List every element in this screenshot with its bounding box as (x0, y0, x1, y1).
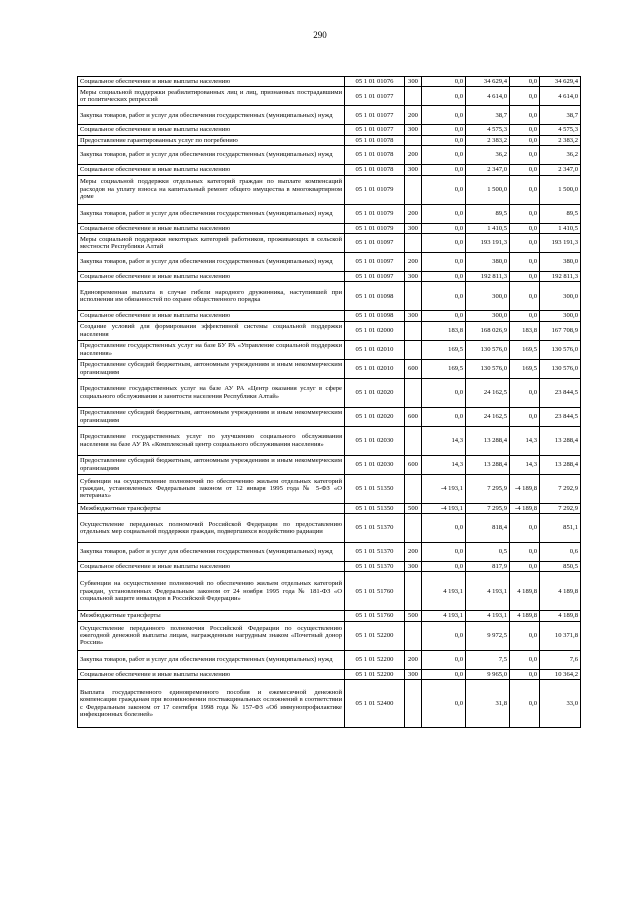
amount-total-2: 300,0 (540, 311, 581, 321)
table-row (78, 204, 581, 223)
table-row (78, 146, 581, 165)
amount-total-1: 380,0 (466, 252, 510, 271)
budget-code: 05 1 01 01078 (345, 146, 405, 165)
amount-total-2: 10 364,2 (540, 669, 581, 679)
budget-code: 05 1 01 01079 (345, 175, 405, 204)
amount-change-1: 0,0 (422, 223, 466, 233)
expense-type: 200 (405, 252, 422, 271)
amount-total-1: 1 500,0 (466, 175, 510, 204)
row-name: Социальное обеспечение и иные выплаты населению (78, 562, 345, 572)
table-row (78, 135, 581, 145)
amount-total-2: 850,5 (540, 562, 581, 572)
expense-type: 500 (405, 611, 422, 621)
amount-total-1: 130 576,0 (466, 340, 510, 359)
row-name: Межбюджетные трансферты (78, 611, 345, 621)
expense-type: 200 (405, 204, 422, 223)
budget-code: 05 1 01 02000 (345, 321, 405, 340)
amount-total-2: 10 371,8 (540, 621, 581, 650)
amount-total-1: 193 191,3 (466, 233, 510, 252)
amount-total-2: 193 191,3 (540, 233, 581, 252)
expense-type (405, 321, 422, 340)
expense-type (405, 282, 422, 311)
row-name: Меры социальной поддержки реабилитированных лиц и лиц, признанных пострадавшими от политических репрессий (78, 87, 345, 106)
amount-change-2: 0,0 (510, 175, 540, 204)
amount-change-1: 0,0 (422, 165, 466, 175)
amount-total-1: 9 965,0 (466, 669, 510, 679)
amount-change-1: 183,8 (422, 321, 466, 340)
expense-type: 300 (405, 223, 422, 233)
amount-total-1: 4 575,3 (466, 125, 510, 135)
amount-change-1: 0,0 (422, 543, 466, 562)
amount-change-2: 0,0 (510, 125, 540, 135)
row-name: Субвенции на осуществление полномочий по обеспечению жильем отдельных категорий граждан, установленных Федеральным законом от 12 января 1995 года № 5-ФЗ «О ветеранах» (78, 474, 345, 503)
amount-total-1: 4 193,1 (466, 611, 510, 621)
expense-type: 300 (405, 165, 422, 175)
amount-change-1: 4 193,1 (422, 572, 466, 611)
row-name: Выплата государственного единовременного пособия и ежемесячной денежной компенсации гражданам при возникновении поствакцинальных осложнений в соответствии с Федеральным законом от 17 сентября 1998 года № 157-ФЗ «Об иммунопрофилактике инфекционных болезней» (78, 680, 345, 728)
amount-total-1: 817,9 (466, 562, 510, 572)
budget-code: 05 1 01 52200 (345, 669, 405, 679)
row-name: Предоставление государственных услуг на базе БУ РА «Управление социальной поддержки населения» (78, 340, 345, 359)
amount-total-2: 13 288,4 (540, 426, 581, 455)
table-row (78, 650, 581, 669)
expense-type: 300 (405, 311, 422, 321)
amount-total-2: 167 708,9 (540, 321, 581, 340)
row-name: Социальное обеспечение и иные выплаты населению (78, 669, 345, 679)
amount-change-2: -4 189,8 (510, 474, 540, 503)
amount-change-2: 0,0 (510, 233, 540, 252)
budget-code: 05 1 01 51370 (345, 514, 405, 543)
amount-change-1: 14,3 (422, 426, 466, 455)
table-row (78, 223, 581, 233)
budget-code: 05 1 01 51370 (345, 543, 405, 562)
amount-total-2: 192 811,3 (540, 271, 581, 281)
amount-change-1: 0,0 (422, 252, 466, 271)
table-row (78, 271, 581, 281)
expense-type (405, 233, 422, 252)
row-name: Социальное обеспечение и иные выплаты населению (78, 77, 345, 87)
row-name: Закупка товаров, работ и услуг для обеспечения государственных (муниципальных) нужд (78, 252, 345, 271)
amount-change-2: 0,0 (510, 378, 540, 407)
amount-total-2: 1 500,0 (540, 175, 581, 204)
amount-total-2: 7,6 (540, 650, 581, 669)
expense-type: 300 (405, 562, 422, 572)
amount-change-1: 169,5 (422, 340, 466, 359)
expense-type (405, 426, 422, 455)
row-name: Закупка товаров, работ и услуг для обеспечения государственных (муниципальных) нужд (78, 204, 345, 223)
budget-code: 05 1 01 51760 (345, 611, 405, 621)
table-row (78, 474, 581, 503)
amount-change-2: 0,0 (510, 311, 540, 321)
amount-total-2: 23 844,5 (540, 378, 581, 407)
row-name: Закупка товаров, работ и услуг для обеспечения государственных (муниципальных) нужд (78, 650, 345, 669)
budget-code: 05 1 01 02030 (345, 455, 405, 474)
table-row (78, 340, 581, 359)
amount-total-2: 0,6 (540, 543, 581, 562)
amount-change-1: 0,0 (422, 233, 466, 252)
table-row (78, 572, 581, 611)
table-row (78, 562, 581, 572)
amount-change-2: 0,0 (510, 514, 540, 543)
amount-total-2: 7 292,9 (540, 503, 581, 513)
amount-change-1: 14,3 (422, 455, 466, 474)
table-row (78, 106, 581, 125)
budget-code: 05 1 01 51370 (345, 562, 405, 572)
expense-type (405, 378, 422, 407)
amount-change-2: 0,0 (510, 106, 540, 125)
amount-change-2: 0,0 (510, 252, 540, 271)
budget-code: 05 1 01 01098 (345, 311, 405, 321)
table-row (78, 611, 581, 621)
table-row (78, 87, 581, 106)
row-name: Предоставление субсидий бюджетным, автономным учреждениям и иным некоммерческим организациям (78, 407, 345, 426)
table-row (78, 455, 581, 474)
amount-change-2: 0,0 (510, 204, 540, 223)
budget-code: 05 1 01 01097 (345, 233, 405, 252)
budget-code: 05 1 01 01079 (345, 223, 405, 233)
amount-total-2: 2 347,0 (540, 165, 581, 175)
budget-code: 05 1 01 02010 (345, 359, 405, 378)
amount-total-1: 192 811,3 (466, 271, 510, 281)
budget-code: 05 1 01 02010 (345, 340, 405, 359)
amount-total-1: 300,0 (466, 282, 510, 311)
amount-change-2: 0,0 (510, 146, 540, 165)
row-name: Предоставление государственных услуг по улучшению социального обслуживания населения на базе АУ РА «Комплексный центр социального обслуживания населения» (78, 426, 345, 455)
row-name: Предоставление государственных услуг на базе АУ РА «Центр оказания услуг в сфере социального обслуживания и занятости населения Республики Алтай» (78, 378, 345, 407)
row-name: Предоставление субсидий бюджетным, автономным учреждениям и иным некоммерческим организациям (78, 359, 345, 378)
amount-total-1: 300,0 (466, 311, 510, 321)
budget-code: 05 1 01 02020 (345, 407, 405, 426)
amount-change-1: 0,0 (422, 378, 466, 407)
row-name: Социальное обеспечение и иные выплаты населению (78, 311, 345, 321)
budget-code: 05 1 01 51350 (345, 474, 405, 503)
row-name: Осуществление переданного полномочия Российской Федерации по осуществлению ежегодной денежной выплаты лицам, награжденным нагрудным знаком «Почетный донор России» (78, 621, 345, 650)
amount-total-1: 818,4 (466, 514, 510, 543)
amount-total-1: 7,5 (466, 650, 510, 669)
amount-change-2: 0,0 (510, 135, 540, 145)
amount-change-1: 0,0 (422, 650, 466, 669)
budget-code: 05 1 01 01078 (345, 165, 405, 175)
table-row (78, 252, 581, 271)
page-number: 290 (313, 30, 327, 40)
amount-change-1: 0,0 (422, 271, 466, 281)
expense-type (405, 474, 422, 503)
expense-type: 300 (405, 271, 422, 281)
table-row (78, 407, 581, 426)
expense-type: 300 (405, 669, 422, 679)
amount-total-1: 7 295,9 (466, 503, 510, 513)
expense-type (405, 135, 422, 145)
expense-type: 600 (405, 407, 422, 426)
table-row (78, 680, 581, 728)
amount-total-2: 89,5 (540, 204, 581, 223)
table-row (78, 359, 581, 378)
amount-total-1: 34 629,4 (466, 77, 510, 87)
expense-type (405, 175, 422, 204)
table-row (78, 311, 581, 321)
table-row (78, 175, 581, 204)
amount-change-1: 0,0 (422, 125, 466, 135)
expense-type: 300 (405, 125, 422, 135)
amount-change-2: 169,5 (510, 359, 540, 378)
table-row (78, 77, 581, 87)
expense-type: 200 (405, 106, 422, 125)
row-name: Межбюджетные трансферты (78, 503, 345, 513)
amount-total-2: 2 383,2 (540, 135, 581, 145)
amount-change-2: 183,8 (510, 321, 540, 340)
amount-change-2: 0,0 (510, 669, 540, 679)
amount-change-1: -4 193,1 (422, 474, 466, 503)
amount-change-1: -4 193,1 (422, 503, 466, 513)
amount-change-2: 0,0 (510, 621, 540, 650)
amount-total-1: 38,7 (466, 106, 510, 125)
table-row (78, 125, 581, 135)
amount-total-2: 33,0 (540, 680, 581, 728)
budget-code: 05 1 01 52200 (345, 650, 405, 669)
row-name: Субвенции на осуществление полномочий по обеспечению жильем отдельных категорий граждан, установленных Федеральным законом от 24 ноября 1995 года № 181-ФЗ «О социальной защите инвалидов в Российской Федерации» (78, 572, 345, 611)
row-name: Предоставление субсидий бюджетным, автономным учреждениям и иным некоммерческим организациям (78, 455, 345, 474)
expense-type: 500 (405, 503, 422, 513)
amount-change-1: 0,0 (422, 514, 466, 543)
amount-change-1: 0,0 (422, 407, 466, 426)
expense-type (405, 87, 422, 106)
row-name: Осуществление переданных полномочий Российской Федерации по предоставлению отдельных мер социальной поддержки граждан, подвергшихся воздействию радиации (78, 514, 345, 543)
amount-change-1: 0,0 (422, 204, 466, 223)
expense-type (405, 340, 422, 359)
row-name: Социальное обеспечение и иные выплаты населению (78, 125, 345, 135)
row-name: Создание условий для формирования эффективной системы социальной поддержки населения (78, 321, 345, 340)
amount-total-2: 130 576,0 (540, 340, 581, 359)
expense-type: 200 (405, 650, 422, 669)
budget-code: 05 1 01 01079 (345, 204, 405, 223)
budget-code: 05 1 01 01077 (345, 106, 405, 125)
amount-total-1: 2 347,0 (466, 165, 510, 175)
budget-code: 05 1 01 01077 (345, 125, 405, 135)
amount-total-1: 168 026,9 (466, 321, 510, 340)
row-name: Социальное обеспечение и иные выплаты населению (78, 165, 345, 175)
amount-change-2: 4 189,8 (510, 572, 540, 611)
amount-total-1: 2 383,2 (466, 135, 510, 145)
amount-change-1: 0,0 (422, 311, 466, 321)
amount-total-2: 4 614,0 (540, 87, 581, 106)
amount-change-1: 4 193,1 (422, 611, 466, 621)
expense-type (405, 514, 422, 543)
budget-code: 05 1 01 52200 (345, 621, 405, 650)
amount-total-2: 23 844,5 (540, 407, 581, 426)
amount-change-2: 0,0 (510, 87, 540, 106)
table-row (78, 514, 581, 543)
budget-code: 05 1 01 51760 (345, 572, 405, 611)
amount-change-1: 0,0 (422, 87, 466, 106)
expense-type: 600 (405, 359, 422, 378)
amount-change-1: 0,0 (422, 175, 466, 204)
budget-code: 05 1 01 02030 (345, 426, 405, 455)
row-name: Единовременная выплата в случае гибели народного дружинника, наступившей при исполнении им обязанностей по охране общественного порядка (78, 282, 345, 311)
expense-type (405, 680, 422, 728)
row-name: Социальное обеспечение и иные выплаты населению (78, 271, 345, 281)
amount-total-2: 4 189,8 (540, 572, 581, 611)
budget-code: 05 1 01 02020 (345, 378, 405, 407)
amount-change-2: -4 189,8 (510, 503, 540, 513)
table-row (78, 426, 581, 455)
row-name: Социальное обеспечение и иные выплаты населению (78, 223, 345, 233)
amount-change-1: 0,0 (422, 680, 466, 728)
budget-code: 05 1 01 01098 (345, 282, 405, 311)
amount-total-2: 130 576,0 (540, 359, 581, 378)
budget-code: 05 1 01 01076 (345, 77, 405, 87)
row-name: Закупка товаров, работ и услуг для обеспечения государственных (муниципальных) нужд (78, 543, 345, 562)
amount-total-1: 13 288,4 (466, 426, 510, 455)
expense-type (405, 572, 422, 611)
table-row (78, 321, 581, 340)
amount-total-1: 0,5 (466, 543, 510, 562)
amount-total-2: 36,2 (540, 146, 581, 165)
amount-total-1: 4 614,0 (466, 87, 510, 106)
table-row (78, 543, 581, 562)
row-name: Закупка товаров, работ и услуг для обеспечения государственных (муниципальных) нужд (78, 106, 345, 125)
row-name: Закупка товаров, работ и услуг для обеспечения государственных (муниципальных) нужд (78, 146, 345, 165)
row-name: Меры социальной поддержки отдельных категорий граждан по выплате компенсаций расходов на уплату взноса на капитальный ремонт общего имущества в многоквартирном доме (78, 175, 345, 204)
table-row (78, 165, 581, 175)
row-name: Меры социальной поддержки некоторых категорий работников, проживающих в сельской местности Республики Алтай (78, 233, 345, 252)
amount-change-1: 0,0 (422, 669, 466, 679)
amount-total-1: 13 288,4 (466, 455, 510, 474)
table-row (78, 282, 581, 311)
amount-change-2: 0,0 (510, 77, 540, 87)
amount-change-2: 0,0 (510, 271, 540, 281)
budget-code: 05 1 01 52400 (345, 680, 405, 728)
expense-type: 300 (405, 77, 422, 87)
amount-change-1: 0,0 (422, 621, 466, 650)
budget-code: 05 1 01 51350 (345, 503, 405, 513)
table-row (78, 621, 581, 650)
amount-total-1: 24 162,5 (466, 407, 510, 426)
amount-total-1: 9 972,5 (466, 621, 510, 650)
amount-change-1: 0,0 (422, 77, 466, 87)
amount-change-2: 0,0 (510, 407, 540, 426)
amount-total-2: 851,1 (540, 514, 581, 543)
amount-total-1: 89,5 (466, 204, 510, 223)
amount-change-2: 0,0 (510, 223, 540, 233)
amount-total-1: 31,8 (466, 680, 510, 728)
amount-change-1: 169,5 (422, 359, 466, 378)
amount-change-2: 169,5 (510, 340, 540, 359)
amount-change-2: 0,0 (510, 282, 540, 311)
amount-total-1: 7 295,9 (466, 474, 510, 503)
amount-total-2: 7 292,9 (540, 474, 581, 503)
amount-change-1: 0,0 (422, 562, 466, 572)
amount-change-2: 14,3 (510, 426, 540, 455)
amount-total-2: 38,7 (540, 106, 581, 125)
amount-change-2: 0,0 (510, 562, 540, 572)
amount-change-2: 0,0 (510, 650, 540, 669)
amount-total-1: 4 193,1 (466, 572, 510, 611)
amount-total-2: 300,0 (540, 282, 581, 311)
amount-total-1: 1 410,5 (466, 223, 510, 233)
amount-change-1: 0,0 (422, 135, 466, 145)
row-name: Предоставление гарантированных услуг по погребению (78, 135, 345, 145)
amount-total-1: 130 576,0 (466, 359, 510, 378)
amount-change-1: 0,0 (422, 146, 466, 165)
amount-total-1: 36,2 (466, 146, 510, 165)
expense-type: 200 (405, 146, 422, 165)
budget-code: 05 1 01 01097 (345, 252, 405, 271)
table-row (78, 669, 581, 679)
amount-change-2: 0,0 (510, 165, 540, 175)
amount-total-2: 13 288,4 (540, 455, 581, 474)
amount-change-2: 4 189,8 (510, 611, 540, 621)
table-row (78, 233, 581, 252)
amount-change-1: 0,0 (422, 282, 466, 311)
amount-total-2: 380,0 (540, 252, 581, 271)
amount-change-2: 14,3 (510, 455, 540, 474)
expense-type: 200 (405, 543, 422, 562)
budget-code: 05 1 01 01078 (345, 135, 405, 145)
amount-total-2: 4 189,8 (540, 611, 581, 621)
budget-table (77, 76, 581, 728)
amount-total-2: 34 629,4 (540, 77, 581, 87)
amount-total-2: 1 410,5 (540, 223, 581, 233)
amount-change-2: 0,0 (510, 680, 540, 728)
amount-total-1: 24 162,5 (466, 378, 510, 407)
expense-type (405, 621, 422, 650)
table-row (78, 378, 581, 407)
budget-code: 05 1 01 01097 (345, 271, 405, 281)
amount-total-2: 4 575,3 (540, 125, 581, 135)
amount-change-1: 0,0 (422, 106, 466, 125)
budget-code: 05 1 01 01077 (345, 87, 405, 106)
amount-change-2: 0,0 (510, 543, 540, 562)
expense-type: 600 (405, 455, 422, 474)
table-row (78, 503, 581, 513)
